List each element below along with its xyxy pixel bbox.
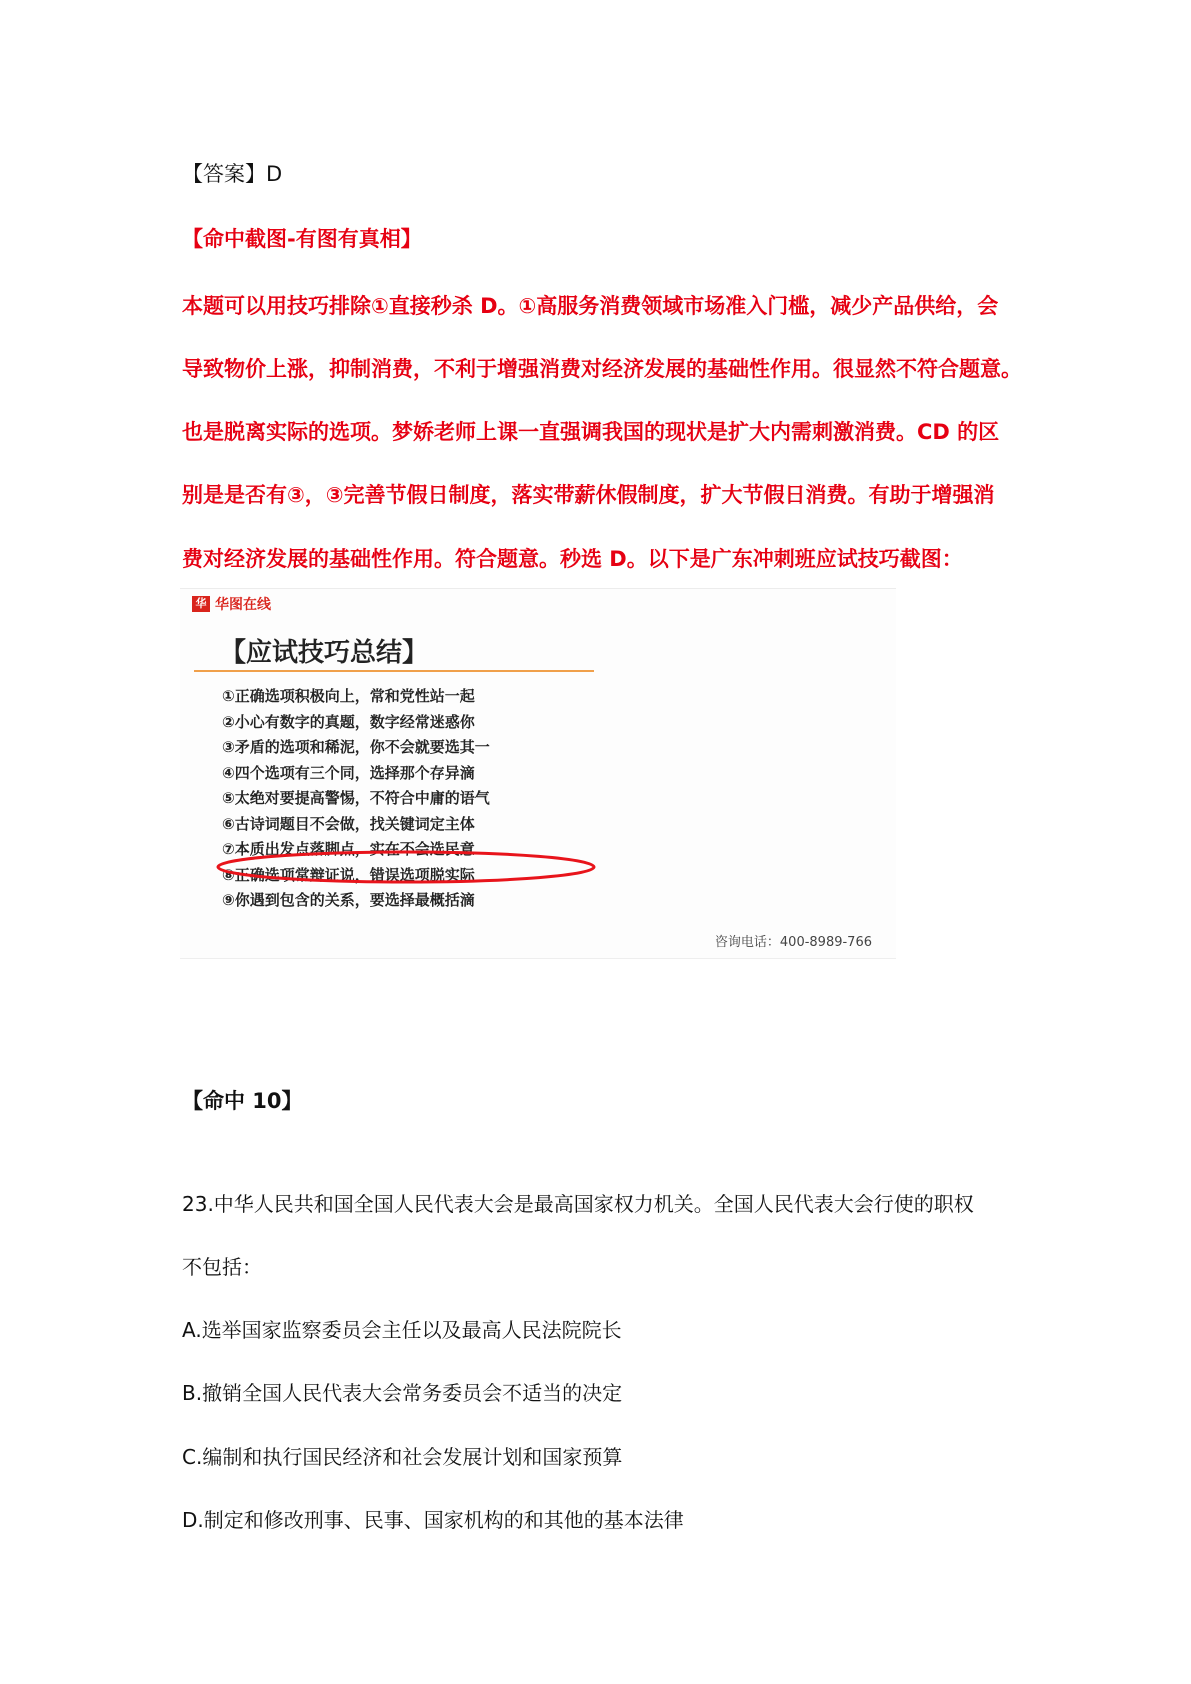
option-a: A.选举国家监察委员会主任以及最高人民法院院长 (182, 1318, 622, 1342)
logo-text: 华图在线 (215, 597, 271, 613)
list-item: ④四个选项有三个同，选择那个存异滴 (222, 763, 475, 782)
list-item: ①正确选项积极向上，常和党性站一起 (222, 687, 475, 705)
hit10-heading: 【命中 10】 (182, 1089, 303, 1113)
answer-line: 【答案】D (182, 162, 283, 186)
analysis-line: 别是是否有③，③完善节假日制度，落实带薪休假制度，扩大节假日消费。有助于增强消 (182, 483, 995, 507)
highlight-ellipse-icon (180, 588, 896, 958)
analysis-line: 费对经济发展的基础性作用。符合题意。秒选 D。以下是广东冲刺班应试技巧截图： (182, 547, 963, 571)
tips-title: 【应试技巧总结】 (220, 638, 429, 668)
option-d: D.制定和修改刑事、民事、国家机构的和其他的基本法律 (182, 1508, 684, 1532)
list-item: ②小心有数字的真题，数字经常迷惑你 (222, 712, 475, 731)
list-item: ⑥古诗词题目不会做，找关键词定主体 (222, 814, 475, 833)
list-item: ③矛盾的选项和稀泥，你不会就要选其一 (222, 738, 490, 756)
list-item: ⑧正确选项常辩证说，错误选项脱实际 (222, 865, 475, 884)
phone-number: 咨询电话：400-8989-766 (714, 935, 872, 950)
analysis-line: 导致物价上涨，抑制消费，不利于增强消费对经济发展的基础性作用。很显然不符合题意。 (182, 357, 1022, 381)
option-b: B.撤销全国人民代表大会常务委员会不适当的决定 (182, 1381, 623, 1405)
list-item: ⑦本质出发点落脚点，实在不会选民意 (222, 840, 475, 858)
analysis-line: 本题可以用技巧排除①直接秒杀 D。①高服务消费领域市场准入门槛，减少产品供给，会 (182, 294, 999, 318)
hit-screenshot-heading: 【命中截图-有图有真相】 (182, 227, 422, 251)
question-stem: 23.中华人民共和国全国人民代表大会是最高国家权力机关。全国人民代表大会行使的职权 (182, 1192, 974, 1216)
analysis-line: 也是脱离实际的选项。梦娇老师上课一直强调我国的现状是扩大内需刺激消费。CD 的区 (182, 420, 1000, 444)
logo-mark-icon: 华 (192, 596, 210, 612)
option-c: C.编制和执行国民经济和社会发展计划和国家预算 (182, 1445, 623, 1469)
embedded-screenshot (180, 588, 896, 959)
list-item: ⑨你遇到包含的关系，要选择最概括滴 (222, 891, 475, 909)
question-stem-continued: 不包括： (182, 1255, 262, 1279)
list-item: ⑤太绝对要提高警惕，不符合中庸的语气 (222, 789, 490, 807)
